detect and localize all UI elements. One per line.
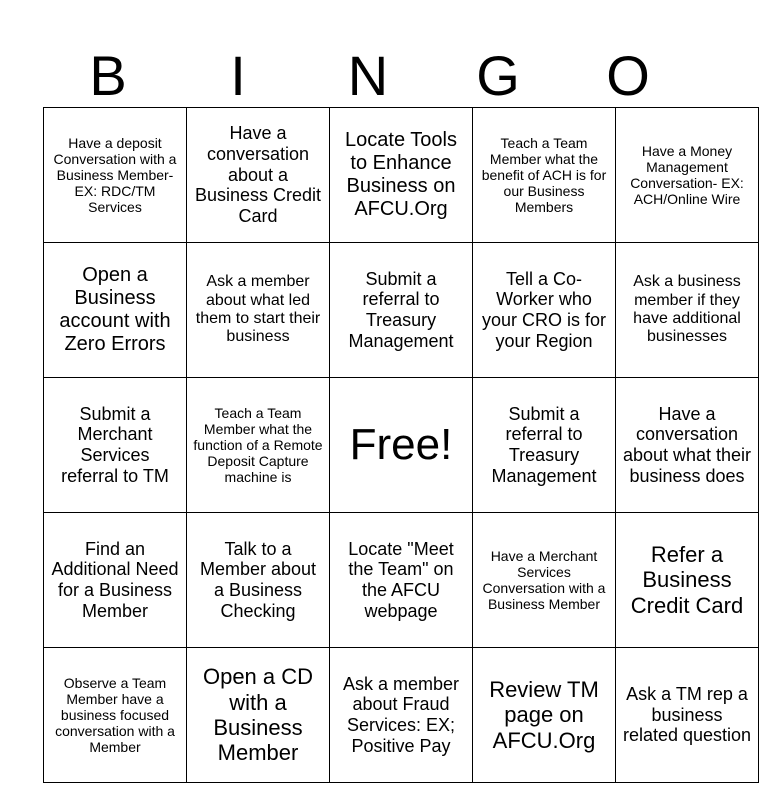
bingo-cell[interactable]: Have a conversation about what their business does — [616, 378, 759, 513]
bingo-cell[interactable]: Have a conversation about a Business Credit Card — [187, 108, 330, 243]
bingo-row — [44, 378, 759, 513]
bingo-row — [44, 648, 759, 783]
bingo-cell[interactable]: Have a Money Management Conversation- EX: ACH/Online Wire — [616, 108, 759, 243]
bingo-row — [44, 513, 759, 648]
header-letter-n: N — [347, 44, 389, 107]
bingo-cell[interactable]: Teach a Team Member what the benefit of ACH is for our Business Members — [473, 108, 616, 243]
bingo-cell[interactable]: Ask a TM rep a business related question — [616, 648, 759, 783]
header-letter-g: G — [476, 44, 520, 107]
bingo-header — [43, 44, 693, 108]
bingo-cell[interactable]: Ask a member about what led them to start their business — [187, 243, 330, 378]
bingo-cell[interactable]: Locate Tools to Enhance Business on AFCU.Org — [330, 108, 473, 243]
bingo-cell[interactable]: Review TM page on AFCU.Org — [473, 648, 616, 783]
bingo-cell[interactable]: Observe a Team Member have a business focused conversation with a Member — [44, 648, 187, 783]
bingo-cell[interactable]: Have a deposit Conversation with a Business Member- EX: RDC/TM Services — [44, 108, 187, 243]
bingo-card — [43, 107, 759, 783]
bingo-row — [44, 108, 759, 243]
bingo-cell[interactable]: Submit a Merchant Services referral to TM — [44, 378, 187, 513]
bingo-cell[interactable]: Tell a Co-Worker who your CRO is for your Region — [473, 243, 616, 378]
bingo-cell[interactable]: Open a CD with a Business Member — [187, 648, 330, 783]
bingo-cell[interactable]: Have a Merchant Services Conversation with a Business Member — [473, 513, 616, 648]
bingo-cell[interactable]: Teach a Team Member what the function of a Remote Deposit Capture machine is — [187, 378, 330, 513]
header-letter-o: O — [606, 44, 650, 107]
header-letter-i: I — [230, 44, 246, 107]
bingo-cell[interactable]: Refer a Business Credit Card — [616, 513, 759, 648]
bingo-cell[interactable]: Submit a referral to Treasury Management — [330, 243, 473, 378]
bingo-cell[interactable]: Ask a member about Fraud Services: EX; Positive Pay — [330, 648, 473, 783]
bingo-cell[interactable]: Find an Additional Need for a Business Member — [44, 513, 187, 648]
bingo-cell[interactable]: Locate "Meet the Team" on the AFCU webpage — [330, 513, 473, 648]
bingo-row — [44, 243, 759, 378]
bingo-cell[interactable]: Open a Business account with Zero Errors — [44, 243, 187, 378]
header-letter-b: B — [89, 44, 127, 107]
bingo-cell[interactable]: Talk to a Member about a Business Checking — [187, 513, 330, 648]
bingo-cell[interactable]: Ask a business member if they have additional businesses — [616, 243, 759, 378]
free-space[interactable]: Free! — [330, 378, 473, 513]
bingo-cell[interactable]: Submit a referral to Treasury Management — [473, 378, 616, 513]
